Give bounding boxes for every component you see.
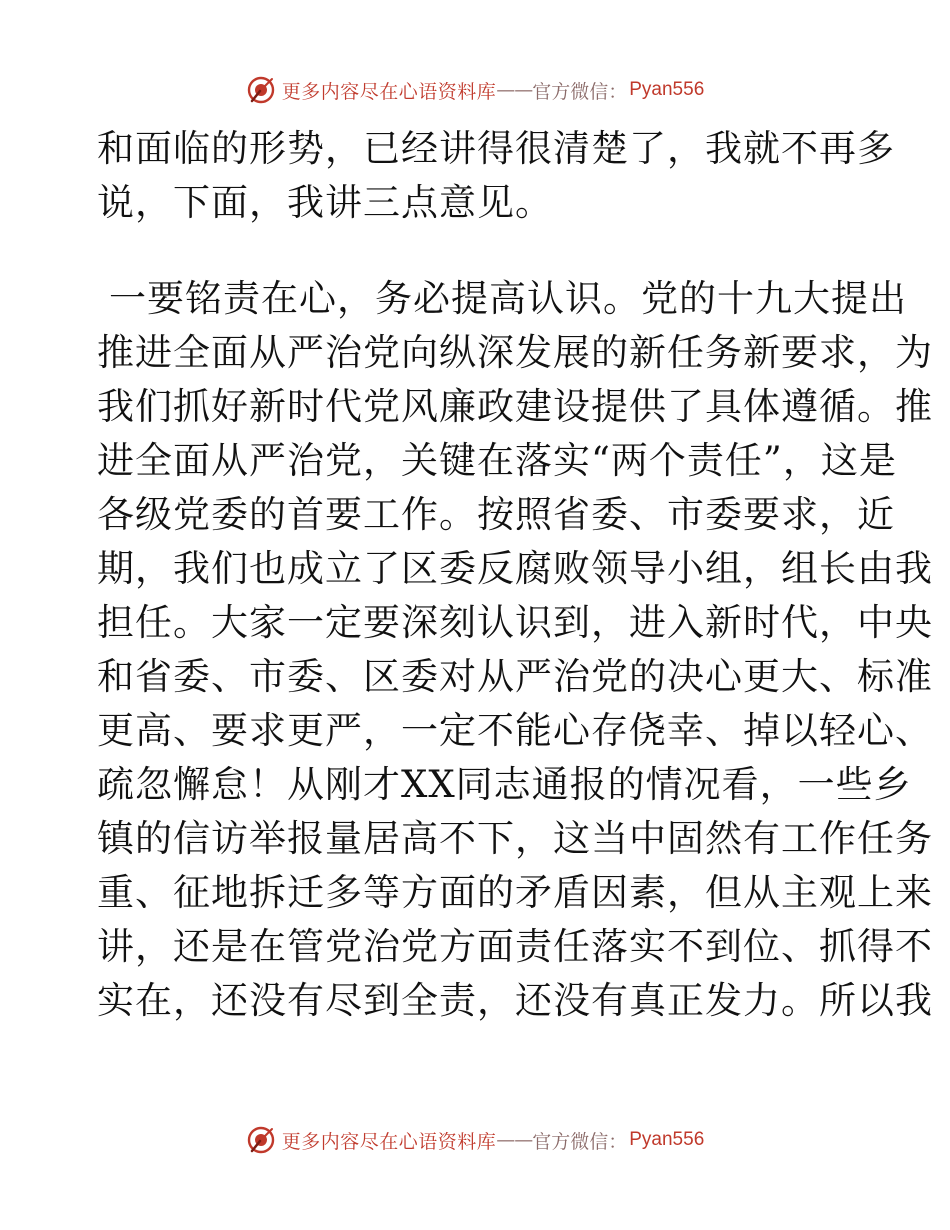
text-line: 镇的信访举报量居高不下，这当中固然有工作任务: [97, 817, 933, 860]
watermark-text: 更多内容尽在心语资料库: [281, 1130, 497, 1153]
pen-logo-icon: [246, 75, 276, 105]
text-line: 更高、要求更严，一定不能心存侥幸、掉以轻心、: [97, 709, 933, 752]
watermark-wechat-id: Pyan556: [629, 79, 705, 100]
text-line: 进全面从严治党，关键在落实“两个责任”，这是: [97, 439, 897, 482]
text-line: 重、征地拆迁多等方面的矛盾因素，但从主观上来: [97, 871, 933, 914]
text-line: 和面临的形势，已经讲得很清楚了，我就不再多: [97, 127, 895, 170]
text-line: 和省委、市委、区委对从严治党的决心更大、标准: [97, 655, 933, 698]
watermark-wechat-id: Pyan556: [629, 1129, 705, 1150]
document-body: [97, 122, 933, 1028]
paragraph-2: [97, 272, 933, 1028]
watermark-wechat-label: 官方微信：: [532, 1130, 628, 1153]
pen-logo-icon: [246, 1125, 276, 1155]
text-line: 讲，还是在管党治党方面责任落实不到位、抓得不: [97, 925, 933, 968]
text-line: 推进全面从严治党向纵深发展的新任务新要求，为: [97, 331, 933, 374]
text-line: 我们抓好新时代党风廉政建设提供了具体遵循。推: [97, 385, 933, 428]
text-line: 担任。大家一定要深刻认识到，进入新时代，中央: [97, 601, 933, 644]
footer-watermark: [0, 1120, 950, 1160]
text-line: 一要铭责在心，务必提高认识。党的十九大提出: [109, 277, 907, 320]
watermark-separator: ——: [496, 79, 533, 101]
watermark-wechat-label: 官方微信：: [532, 80, 628, 103]
watermark-text: 更多内容尽在心语资料库: [281, 80, 497, 103]
text-line: 各级党委的首要工作。按照省委、市委要求，近: [97, 493, 895, 536]
text-line: 说，下面，我讲三点意见。: [97, 181, 553, 224]
text-line: 实在，还没有尽到全责，还没有真正发力。所以我: [97, 979, 933, 1022]
text-line: 期，我们也成立了区委反腐败领导小组，组长由我: [97, 547, 933, 590]
text-line: 疏忽懈怠！从刚才XX同志通报的情况看，一些乡: [97, 763, 912, 806]
watermark-separator: ——: [496, 1129, 533, 1151]
header-watermark: [0, 70, 950, 110]
paragraph-1: [97, 122, 895, 230]
